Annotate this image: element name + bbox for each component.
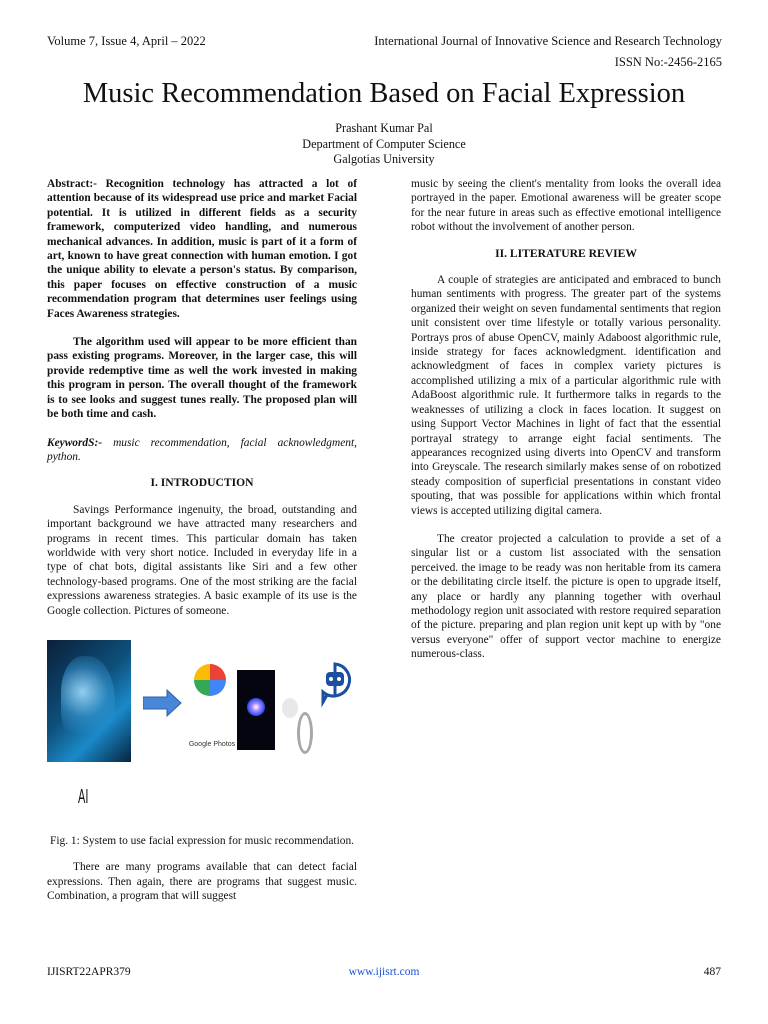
ai-label: AI (78, 785, 89, 808)
footer-page-number: 487 (703, 966, 721, 978)
header-journal: International Journal of Innovative Science and Research Technology (374, 34, 722, 48)
literature-paragraph-1: A couple of strategies are anticipated and embraced to bunch human sentiments with progress. The greater part of the systems organized their weight on seven fundamental sentiments that region unit consistent over time lifestyle or totally various personality. Portrays pros of abuse OpenCV, mainly Adaboost algorithmic rule, inside strategy for faces acknowledgment. identification and acknowledgment of faces in complex variety pictures is accomplished utilizing a mix of a particular algorithmic rule with AdaBoost algorithmic rule. It furthermore talks in regards to the weaknesses of utilizing a clock in faces location. It suggest on using Support Vector Machines in light of fact that the essential portrayal strategy to arrange eight facial sentiments. The appearances recognized using diverts into OpenCV and transform into Greyscale. The research similarly makes sense of on robotized steady composition of superficial presentations in constant video spouting, that was possible for applications within which frontal views is accepted utilizing digital camera. (411, 274, 721, 517)
left-column (47, 177, 357, 904)
keywords-text: music recommendation, facial acknowledgment, python. (47, 436, 357, 463)
literature-paragraph-2: The creator projected a calculation to provide a set of a singular list or a custom list associated with the sensation perceived. the image to be ready was non heritable from its camera or the debilitating circle itself. the picture is open to upgrade itself, any place or hardly any planning together with overhaul methodology region unit associated with restore required separation of the picture. preparing and plan region unit kept up with by "one versus everyone" offer of support vector machine to energize numerous-class. (411, 532, 721, 661)
chatbot-icon (317, 662, 353, 722)
speaker-icon (297, 712, 313, 754)
siri-icon (237, 670, 275, 750)
header-volume: Volume 7, Issue 4, April – 2022 (47, 34, 206, 48)
section-heading-introduction: I. INTRODUCTION (150, 476, 254, 490)
google-photos-label: Google Photos (188, 740, 236, 748)
footer-website-link[interactable]: www.ijisrt.com (348, 966, 420, 978)
author-block (0, 121, 768, 168)
ai-brain-image (47, 640, 131, 762)
author-department: Department of Computer Science (302, 136, 466, 151)
intro-paragraph-1: Savings Performance ingenuity, the broad, outstanding and important background we have attracted many researchers and programs in recent times. This particular domain has taken worldwide with very short notice. Included in everyday life in a type of chat bots, digital assistants like Siri and a few other technology-based programs. One of the most striking are the facial expressions awareness strategies. A basic example of its use is the Google collection. Pictures of someone. (47, 503, 357, 617)
figure-caption: Fig. 1: System to use facial expression for music recommendation. (49, 834, 354, 847)
abstract-paragraph-1: Abstract:- Recognition technology has attracted a lot of attention because of its widespread use price and market Facial potential. It is utilized in different fields as a security framework, computerized video handling, and numerous mechanical advances. In addition, music is part of it a form of art, known to have great connection with human emotion. I got the unique ability to elevate a person's status. By comparison, this paper focuses on effective construction of a music recommendation program that determines user feelings using Faces Awareness strategies. (47, 178, 357, 320)
author-university: Galgotias University (333, 152, 435, 166)
figure-1 (47, 636, 357, 826)
intro-paragraph-2: There are many programs available that can detect facial expressions. Then again, there are programs that suggest music. Combination, a program that will suggest (47, 861, 357, 903)
intro-continuation: music by seeing the client's mentality from looks the overall idea portrayed in the paper. Emotional awareness will be greater scope for the near future in areas such as effective emotional intelligence robot without the involvement of another person. (411, 178, 721, 234)
right-column (411, 177, 721, 662)
author-name: Prashant Kumar Pal (335, 121, 433, 135)
paper-title: Music Recommendation Based on Facial Expression (82, 78, 686, 109)
header-issn: ISSN No:-2456-2165 (614, 55, 722, 69)
section-heading-literature-review: II. LITERATURE REVIEW (495, 246, 637, 260)
abstract-paragraph-2: The algorithm used will appear to be more efficient than pass existing programs. Moreover, in the larger case, this will provide redemptive time as well the work invested in making this program in person. The overall thought of the framework is to see looks and suggest tunes really. The proposed plan will be both time and cash. (47, 336, 357, 421)
assistant-icon (282, 698, 298, 718)
keywords (47, 436, 357, 465)
keywords-label: KeywordS:- (47, 436, 103, 449)
google-photos-icon (188, 658, 232, 748)
footer-paper-id: IJISRT22APR379 (47, 966, 131, 978)
